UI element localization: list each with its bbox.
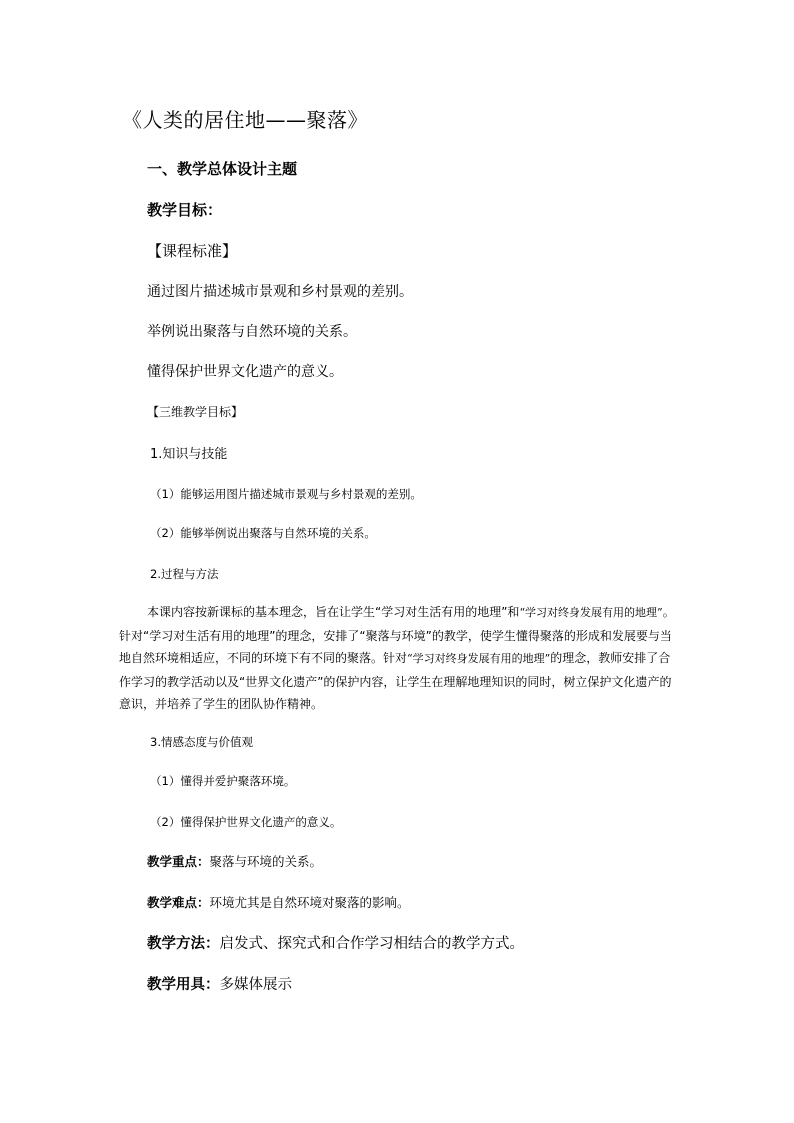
knowledge-heading: 1.知识与技能 <box>150 447 228 462</box>
curriculum-standard-label: 【课程标准】 <box>147 242 238 260</box>
attitude-heading: 3.情感态度与价值观 <box>150 735 253 749</box>
teaching-method-text: 启发式、探究式和合作学习相结合的教学方式。 <box>219 936 524 952</box>
process-paragraph-quote: “学习对终身发展有用的地理” <box>407 652 551 665</box>
section-heading: 一、教学总体设计主题 <box>147 160 298 178</box>
key-point-label: 教学重点： <box>147 854 210 869</box>
teaching-method <box>147 932 524 953</box>
curriculum-standard-item: 通过图片描述城市景观和乡村景观的差别。 <box>147 284 413 300</box>
difficult-point-label: 教学难点： <box>147 895 210 910</box>
difficult-point <box>147 893 410 911</box>
process-heading: 2.过程与方法 <box>150 567 219 581</box>
teaching-tools <box>147 973 292 994</box>
three-dimensional-label: 【三维教学目标】 <box>147 405 244 419</box>
key-point <box>147 852 322 870</box>
process-paragraph-quote: “学习对终身发展有用的地理” <box>519 606 663 619</box>
attitude-item: （2）懂得保护世界文化遗产的意义。 <box>150 815 342 829</box>
process-paragraph <box>119 601 675 716</box>
process-paragraph-part: 。针对“学习对生活有用的地理”的理念，安排了“聚落与环境”的教学，使学生懂得聚落的形成和发展要与当地自然环境相适应，不同的环境下有不同的聚落。针对 <box>119 605 675 665</box>
key-point-text: 聚落与环境的关系。 <box>209 854 323 869</box>
teaching-method-label: 教学方法： <box>147 936 220 952</box>
process-paragraph-part: 的理念，教师安排了合作学习的教学活动以及“世界文化遗产”的保护内容，让学生在理解地理知识的同时，树立保护文化遗产的意识，并培养了学生的团队协作精神。 <box>119 651 672 711</box>
teaching-tools-label: 教学用具： <box>147 977 220 993</box>
curriculum-standard-item: 懂得保护世界文化遗产的意义。 <box>147 364 343 380</box>
teaching-tools-text: 多媒体展示 <box>219 977 292 993</box>
knowledge-item: （1）能够运用图片描述城市景观与乡村景观的差别。 <box>150 487 422 501</box>
knowledge-item: （2）能够举例说出聚落与自然环境的关系。 <box>150 526 376 540</box>
attitude-item: （1）懂得并爱护聚落环境。 <box>150 774 296 788</box>
document-title: 《人类的居住地——聚落》 <box>122 108 368 132</box>
objectives-heading: 教学目标： <box>147 201 223 219</box>
difficult-point-text: 环境尤其是自然环境对聚落的影响。 <box>209 895 410 910</box>
process-paragraph-part: 本课内容按新课标的基本理念，旨在让学生“学习对生活有用的地理”和 <box>147 605 520 619</box>
curriculum-standard-item: 举例说出聚落与自然环境的关系。 <box>147 324 357 340</box>
